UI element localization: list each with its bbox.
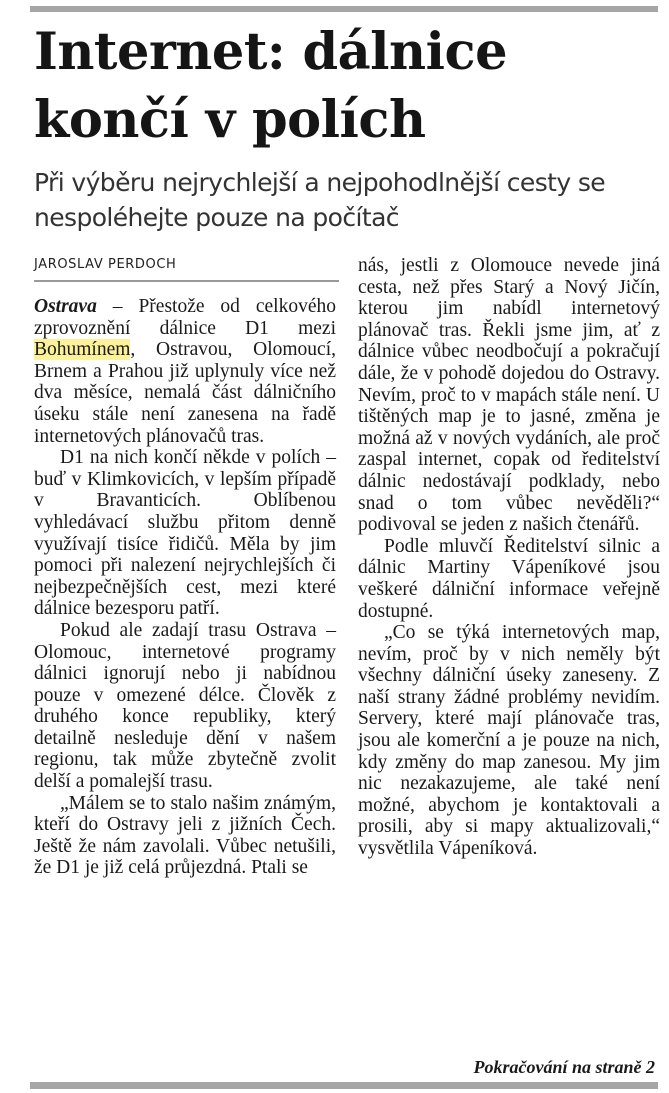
paragraph-4-continued: nás, jestli z Olomouce nevede jiná cesta, než přes Starý a Nový Jičín, kterou jim nabídl internetový plánovač tras. Řekli jsme jim, ať z dálnice vůbec neodbočují a pokračují dále, že v pohodě dojedou do Ostravy. Nevím, proč to v mapách stále není. U tištěných map je to jasné, změna je možná až v nových vydáních, ale proč zaspal internet, copak od ředitelství dálnic nedostávají podklady, nebo snad o tom vůbec nevěděli?“ podivoval se jeden z našich čtenářů. (358, 255, 660, 536)
highlighted-word: Bohumínem (34, 339, 131, 361)
dateline: Ostrava (34, 296, 97, 317)
byline: JAROSLAV PERDOCH (34, 254, 339, 282)
article-column-right (358, 255, 660, 860)
headline: Internet: dálnice končí v polích (34, 22, 508, 150)
paragraph-1-lead: – Přestože od celkového zprovoznění dálnice D1 mezi (34, 296, 336, 339)
article-column-left (34, 296, 336, 879)
paragraph-4-start: „Málem se to stalo našim známým, kteří do Ostravy jeli z jižních Čech. Ještě že nám zavolali. Vůbec netušili, že D1 je již celá průjezdná. Ptali se (34, 792, 336, 879)
paragraph-1 (34, 296, 336, 447)
paragraph-3: Pokud ale zadají trasu Ostrava – Olomouc, internetové programy dálnici ignorují nebo ji nabídnou pouze v omezené délce. Člověk z druhého konce republiky, který detailně nesleduje dění v našem regionu, tak může zbytečně zvolit delší a pomalejší trasu. (34, 619, 336, 793)
continued-notice: Pokračování na straně 2 (473, 1057, 655, 1077)
top-rule (30, 6, 658, 12)
subheadline: Při výběru nejrychlejší a nejpohodlnější cesty se nespoléhejte pouze na počítač (34, 168, 606, 232)
paragraph-5: Podle mluvčí Ředitelství silnic a dálnic Martiny Vápeníkové jsou veškeré dálniční informace veřejně dostupné. (358, 535, 660, 622)
paragraph-2: D1 na nich končí někde v polích – buď v Klimkovicích, v lepším případě v Bravanticích. Oblíbenou vyhledávací službu přitom denně využívají tisíce řidičů. Měla by jim pomoci při nalezení nejrychlejších či nejbezpečnějších cest, mezi které dálnice bezesporu patří. (34, 447, 336, 620)
paragraph-6: „Co se týká internetových map, nevím, proč by v nich neměly být všechny dálniční úseky zaneseny. Z naší strany žádné problémy nevidím. Servery, které mají plánovače tras, jsou ale komerční a je pouze na nich, kdy změny do map zanesou. My jim nic nezakazujeme, ale také není možné, abychom je kontaktovali a prosili, aby si mapy aktualizovali,“ vysvětlila Vápeníková. (358, 622, 660, 860)
bottom-rule (30, 1082, 658, 1089)
paragraph-1-rest: , Ostravou, Olomoucí, Brnem a Prahou již uplynuly více než dva měsíce, nemalá část dálničního úseku stále není zanesena na řadě internetových plánovačů tras. (34, 339, 336, 447)
